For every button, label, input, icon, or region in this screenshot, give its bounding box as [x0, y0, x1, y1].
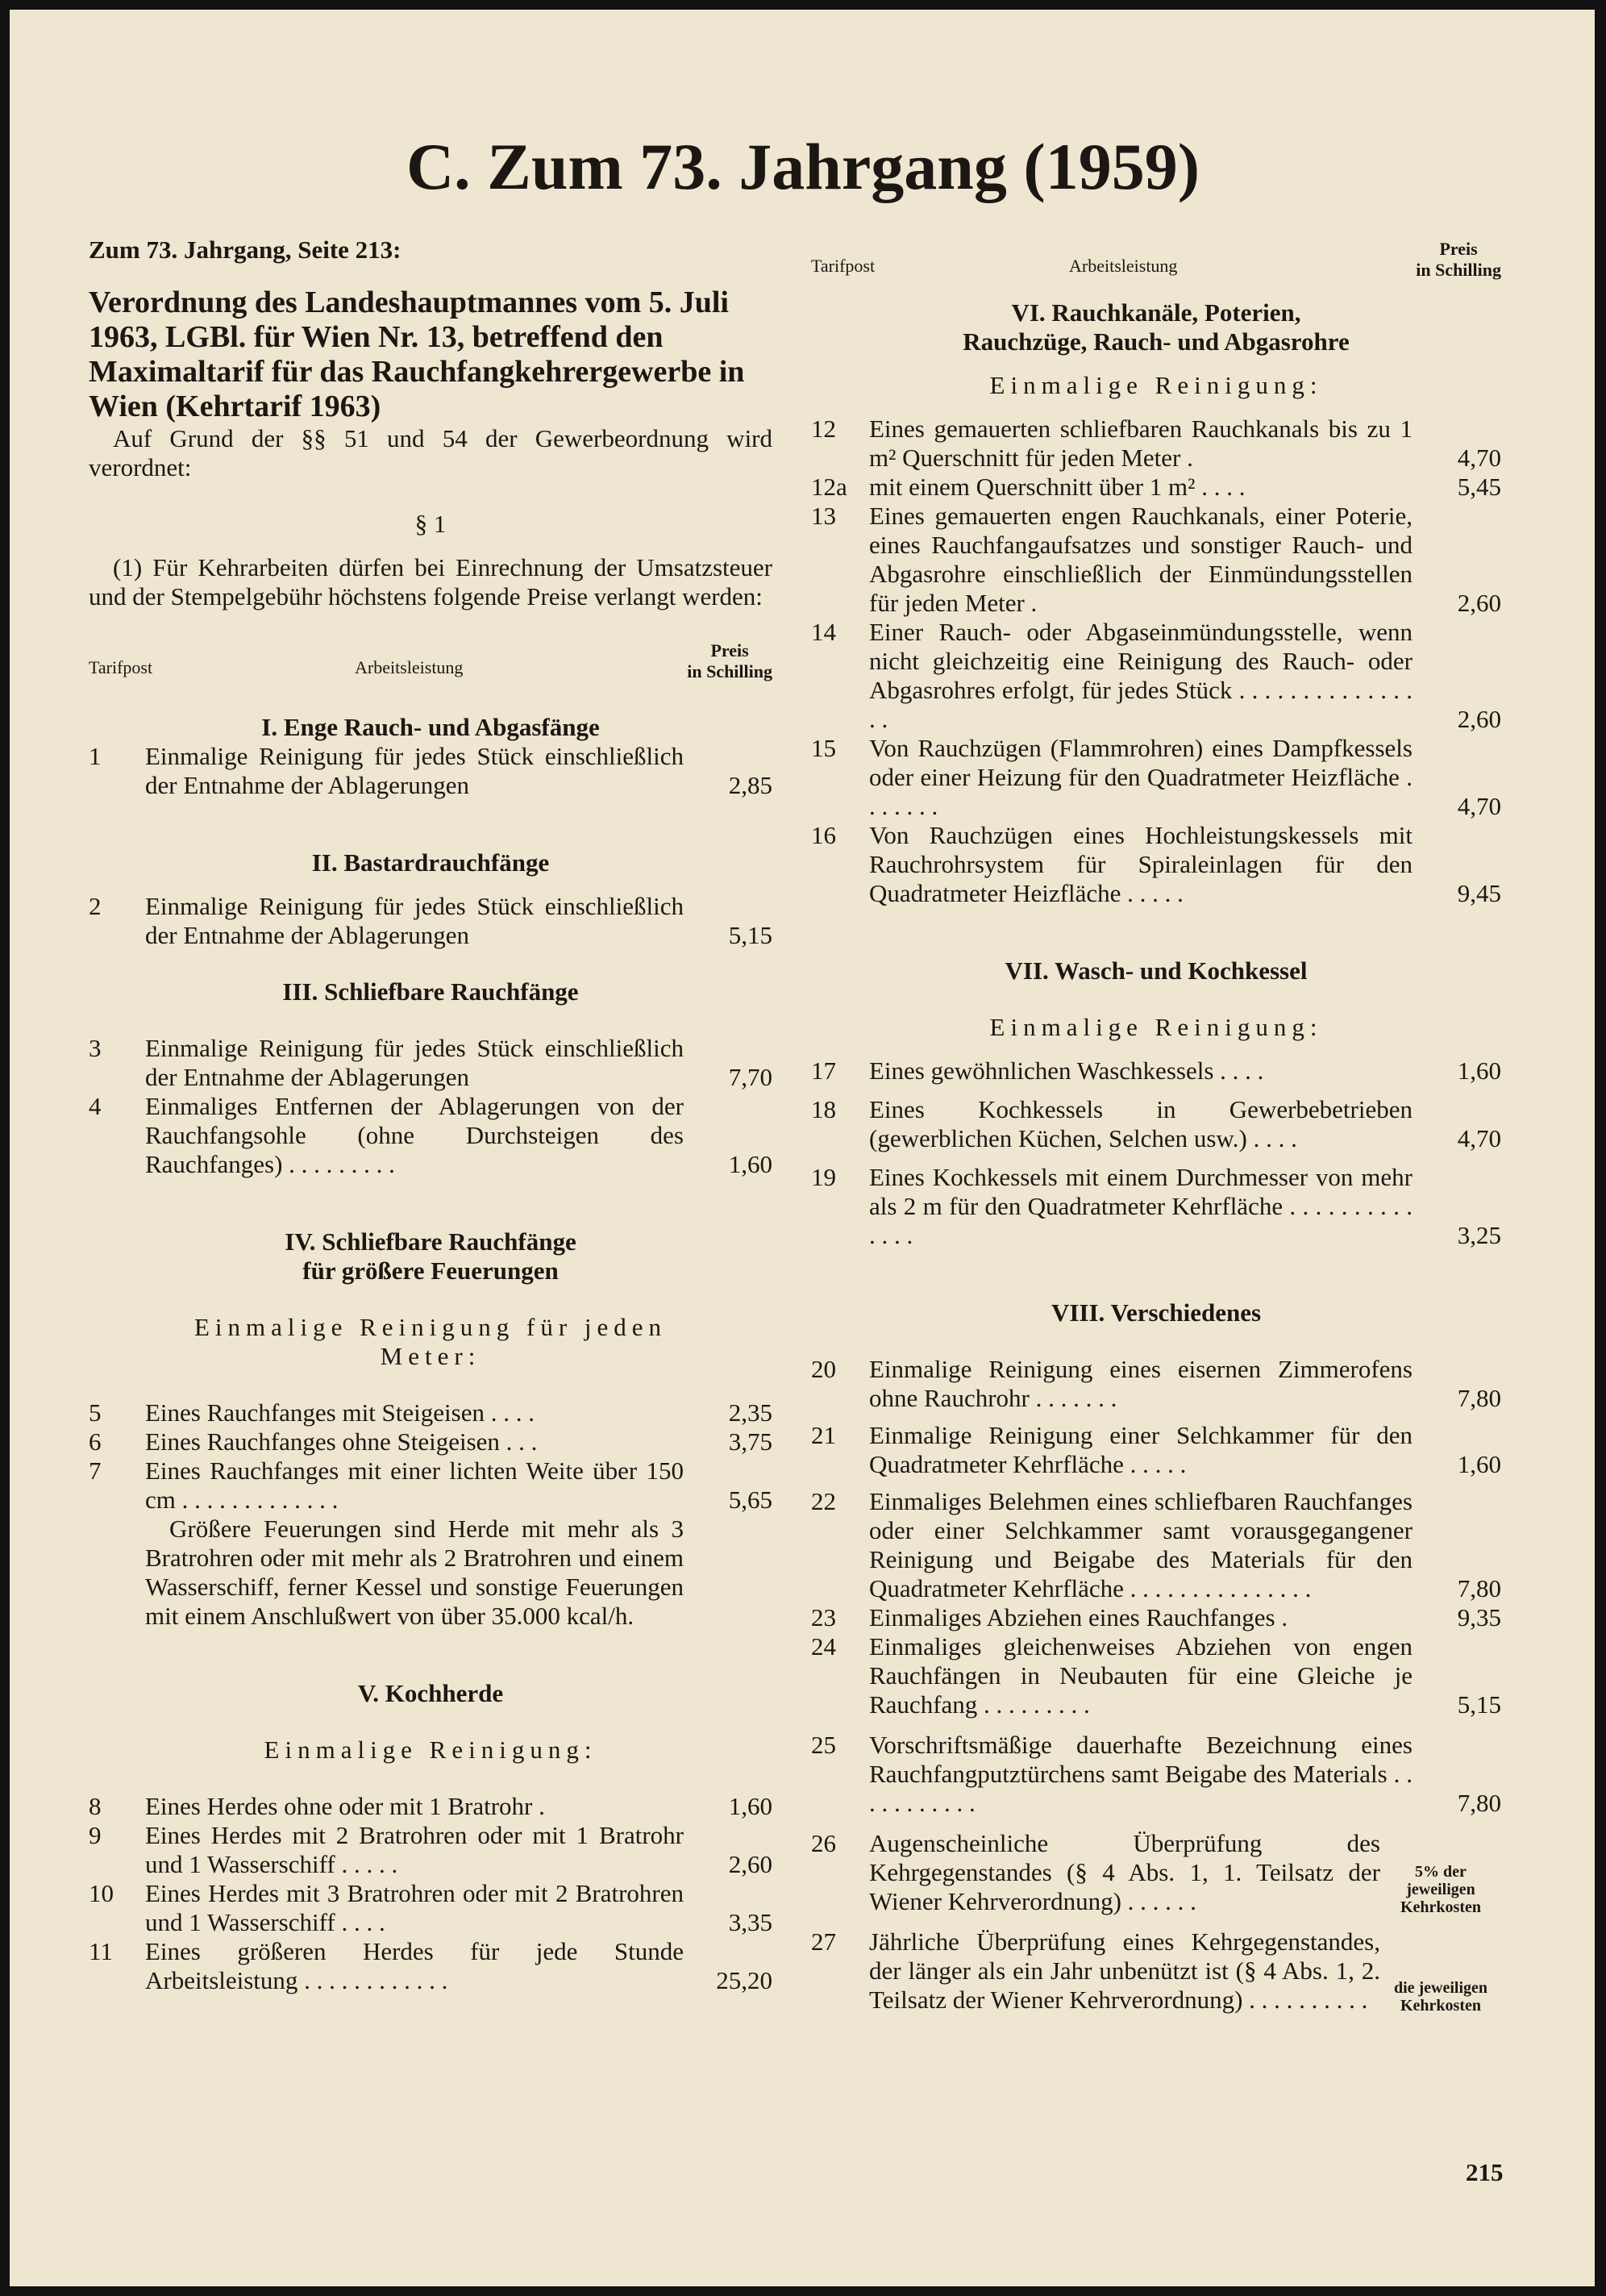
table-header [811, 235, 1501, 284]
tariff-row [89, 1092, 772, 1179]
tariff-text: Einmaliges Abziehen eines Rauchfanges . [869, 1603, 1288, 1631]
tariff-text: Einmalige Reinigung für jedes Stück einschließlich der Entnahme der Ablagerungen [145, 1034, 684, 1091]
tariff-price: 4,70 [1457, 792, 1501, 820]
tariff-row [89, 742, 772, 800]
tariff-price: 25,20 [716, 1966, 772, 1994]
tariff-price: 3,35 [728, 1908, 772, 1936]
tariff-number: 25 [811, 1731, 836, 1759]
reference-line: Zum 73. Jahrgang, Seite 213: [89, 235, 402, 264]
tariff-row [811, 1355, 1501, 1413]
section-heading: V. Kochherde [357, 1679, 504, 1707]
tariff-text: Eines größeren Herdes für jede Stunde Arbeitsleistung . . . . . . . . . . . . [145, 1937, 684, 1994]
tariff-row [89, 1937, 772, 1995]
tariff-text: Einmalige Reinigung für jedes Stück einschließlich der Entnahme der Ablagerungen [145, 742, 684, 799]
tariff-price: 3,75 [728, 1427, 772, 1456]
section-caption: Einmalige Reinigung: [989, 1013, 1323, 1041]
tariff-price: 7,80 [1457, 1574, 1501, 1602]
tariff-row [811, 1163, 1501, 1250]
tariff-price: 5,15 [1457, 1690, 1501, 1719]
tariff-number: 15 [811, 734, 836, 762]
tariff-text: Einmalige Reinigung für jedes Stück einschließlich der Entnahme der Ablagerungen [145, 892, 684, 949]
tariff-row [811, 1421, 1501, 1479]
section-heading: VII. Wasch- und Kochkessel [1005, 956, 1308, 985]
tariff-row [89, 1792, 772, 1821]
tariff-price: 5,45 [1457, 473, 1501, 501]
header-preis [687, 640, 772, 682]
section-heading: IV. Schliefbare Rauchfänge [285, 1227, 576, 1256]
tariff-row [811, 1056, 1501, 1085]
tariff-text: Einmaliges Belehmen eines schliefbaren Rauchfanges oder einer Selchkammer samt vorausgegangener Reinigung und Beigabe des Materials für den Quadratmeter Kehrfläche . . . . . . . . . . . . . . . [869, 1487, 1413, 1602]
tariff-number: 8 [89, 1792, 102, 1820]
tariff-price: 5,65 [728, 1486, 772, 1514]
tariff-row [811, 1603, 1501, 1632]
tariff-price: 2,35 [728, 1398, 772, 1427]
tariff-text: Einmalige Reinigung einer Selchkammer für den Quadratmeter Kehrfläche . . . . . [869, 1421, 1413, 1478]
tariff-text: Eines gemauerten engen Rauchkanals, einer Poterie, eines Rauchfangaufsatzes und sonstiger Rauch- und Abgasrohre einschließlich der Einmündungsstellen für jeden Meter . [869, 502, 1413, 617]
tariff-row [89, 1821, 772, 1879]
tariff-row [811, 1829, 1501, 1916]
tariff-number: 10 [89, 1879, 114, 1907]
section-caption: Einmalige Reinigung: [264, 1736, 597, 1764]
header-schilling-label: in Schilling [1416, 260, 1501, 280]
tariff-price: 2,85 [728, 771, 772, 799]
tariff-text: Eines Kochkessels mit einem Durchmesser von mehr als 2 m für den Quadratmeter Kehrfläche . . . . . . . . . . . . . . [869, 1163, 1413, 1249]
tariff-number: 13 [811, 502, 836, 530]
tariff-row [89, 892, 772, 950]
section-subheading: Rauchzüge, Rauch- und Abgasrohre [963, 327, 1350, 356]
section-heading: VIII. Verschiedenes [1051, 1298, 1262, 1327]
tariff-text: mit einem Querschnitt über 1 m² . . . . [869, 473, 1246, 501]
left-column [89, 235, 772, 1995]
tariff-number: 3 [89, 1034, 102, 1062]
tariff-row [811, 415, 1501, 473]
tariff-number: 9 [89, 1821, 102, 1849]
tariff-number: 24 [811, 1632, 836, 1661]
tariff-number: 17 [811, 1056, 836, 1085]
section-caption: Einmalige Reinigung für jeden Meter: [193, 1313, 668, 1370]
ordinance-title: Verordnung des Landeshauptmannes vom 5. Juli 1963, LGBl. für Wien Nr. 13, betreffend den Maximaltarif für das Rauchfangkehrergewerbe in Wien (Kehrtarif 1963) [89, 285, 745, 423]
tariff-price: 2,60 [1457, 705, 1501, 733]
tariff-text: Eines Rauchfanges ohne Steigeisen . . . [145, 1427, 538, 1456]
tariff-number: 22 [811, 1487, 836, 1515]
tariff-row [811, 473, 1501, 502]
tariff-number: 26 [811, 1829, 836, 1857]
tariff-row [89, 1427, 772, 1456]
tariff-text: Von Rauchzügen eines Hochleistungskessels mit Rauchrohrsystem für Spiraleinlagen für den Quadratmeter Heizfläche . . . . . [869, 821, 1413, 907]
tariff-row [811, 1487, 1501, 1603]
tariff-price: 3,25 [1457, 1221, 1501, 1249]
tariff-number: 7 [89, 1456, 102, 1485]
tariff-text: Von Rauchzügen (Flammrohren) eines Dampfkessels oder einer Heizung für den Quadratmeter Heizfläche . . . . . . . [869, 734, 1413, 820]
tariff-text: Einer Rauch- oder Abgaseinmündungsstelle, wenn nicht gleichzeitig eine Reinigung des Rauch- oder Abgasrohres erfolgt, für jedes Stück . . . . . . . . . . . . . . . . [869, 618, 1413, 733]
tariff-text: Augenscheinliche Überprüfung des Kehrgegenstandes (§ 4 Abs. 1, 1. Teilsatz der Wiener Kehrverordnung) . . . . . . [869, 1829, 1380, 1915]
paragraph-mark: § 1 [414, 510, 447, 538]
tariff-text: Vorschriftsmäßige dauerhafte Bezeichnung eines Rauchfangputztürchens samt Beigabe des Materials . . . . . . . . . . . [869, 1731, 1413, 1817]
tariff-price: 9,35 [1457, 1603, 1501, 1631]
tariff-number: 20 [811, 1355, 836, 1383]
tariff-price: 5,15 [728, 921, 772, 949]
section-heading: I. Enge Rauch- und Abgasfänge [261, 713, 600, 741]
tariff-price: 7,80 [1457, 1384, 1501, 1412]
tariff-price: 9,45 [1457, 879, 1501, 907]
tariff-text: Eines Herdes ohne oder mit 1 Bratrohr . [145, 1792, 545, 1820]
tariff-number: 23 [811, 1603, 836, 1631]
tariff-row [89, 1034, 772, 1092]
tariff-row [89, 1456, 772, 1515]
tariff-price: 1,60 [728, 1792, 772, 1820]
tariff-row [811, 821, 1501, 908]
header-preis [1416, 239, 1501, 281]
tariff-note: Größere Feuerungen sind Herde mit mehr als 3 Bratrohren oder mit mehr als 2 Bratrohren und einem Wasserschiff, ferner Kessel und sonstige Feuerungen mit einem Anschlußwert von über 35.000 kcal/h. [145, 1515, 684, 1630]
tariff-row [811, 1095, 1501, 1153]
tariff-number: 1 [89, 742, 102, 770]
section-subheading: für größere Feuerungen [302, 1256, 559, 1285]
section-heading: VI. Rauchkanäle, Poterien, [1011, 298, 1301, 327]
tariff-number: 5 [89, 1398, 102, 1427]
header-tarifpost: Tarifpost [811, 256, 876, 276]
tariff-number: 19 [811, 1163, 836, 1191]
tariff-note-row [89, 1515, 772, 1631]
section-heading: III. Schliefbare Rauchfänge [282, 977, 579, 1006]
section-caption: Einmalige Reinigung: [989, 371, 1323, 399]
tariff-text: Eines gemauerten schliefbaren Rauchkanals bis zu 1 m² Querschnitt für jeden Meter . [869, 415, 1413, 472]
tariff-row [811, 734, 1501, 821]
tariff-price: die jeweiligen Kehrkosten [1393, 1979, 1488, 2015]
tariff-price: 7,80 [1457, 1789, 1501, 1817]
tariff-text: Einmaliges Entfernen der Ablagerungen von der Rauchfangsohle (ohne Durchsteigen des Rauchfanges) . . . . . . . . . [145, 1092, 684, 1178]
tariff-row [811, 618, 1501, 734]
tariff-text: Eines Rauchfanges mit Steigeisen . . . . [145, 1398, 535, 1427]
tariff-text: Eines Rauchfanges mit einer lichten Weite über 150 cm . . . . . . . . . . . . . [145, 1456, 684, 1514]
page-title: C. Zum 73. Jahrgang (1959) [406, 130, 1200, 203]
tariff-price: 5% der jeweiligen Kehrkosten [1400, 1863, 1481, 1916]
tariff-text: Eines Herdes mit 2 Bratrohren oder mit 1 Bratrohr und 1 Wasserschiff . . . . . [145, 1821, 684, 1878]
tariff-text: Jährliche Überprüfung eines Kehrgegenstandes, der länger als ein Jahr unbenützt ist (§ 4 Abs. 1, 2. Teilsatz der Wiener Kehrverordnung) . . . . . . . . . . [869, 1927, 1380, 2014]
header-arbeitsleistung: Arbeitsleistung [355, 657, 464, 677]
tariff-text: Eines Kochkessels in Gewerbebetrieben (gewerblichen Küchen, Selchen usw.) . . . . [869, 1095, 1413, 1152]
tariff-row [89, 1879, 772, 1937]
tariff-number: 12 [811, 415, 836, 443]
tariff-number: 21 [811, 1421, 836, 1449]
tariff-number: 14 [811, 618, 836, 646]
header-preis-label: Preis [1439, 239, 1478, 259]
tariff-number: 12a [811, 473, 847, 501]
tariff-number: 27 [811, 1927, 836, 1956]
right-column [811, 235, 1501, 2015]
tariff-text: Einmalige Reinigung eines eisernen Zimmerofens ohne Rauchrohr . . . . . . . [869, 1355, 1413, 1412]
tariff-price: 2,60 [728, 1850, 772, 1878]
tariff-number: 4 [89, 1092, 102, 1120]
tariff-price: 1,60 [1457, 1056, 1501, 1085]
tariff-row [89, 1398, 772, 1427]
tariff-price: 7,70 [728, 1063, 772, 1091]
tariff-row [811, 1731, 1501, 1818]
clause-text: (1) Für Kehrarbeiten dürfen bei Einrechnung der Umsatzsteuer und der Stempelgebühr höchstens folgende Preise verlangt werden: [89, 553, 772, 610]
page-number: 215 [1466, 2158, 1504, 2186]
header-arbeitsleistung: Arbeitsleistung [1069, 256, 1178, 276]
tariff-text: Eines Herdes mit 3 Bratrohren oder mit 2 Bratrohren und 1 Wasserschiff . . . . [145, 1879, 684, 1936]
tariff-text: Einmaliges gleichenweises Abziehen von engen Rauchfängen in Neubauten für eine Gleiche je Rauchfang . . . . . . . . . [869, 1632, 1413, 1719]
tariff-number: 6 [89, 1427, 102, 1456]
tariff-number: 18 [811, 1095, 836, 1123]
tariff-row [811, 1927, 1501, 2015]
header-preis-label: Preis [710, 640, 749, 660]
section-heading: II. Bastardrauchfänge [311, 848, 550, 877]
tariff-number: 2 [89, 892, 102, 920]
tariff-number: 11 [89, 1937, 113, 1965]
tariff-number: 16 [811, 821, 836, 849]
tariff-price: 4,70 [1457, 1124, 1501, 1152]
header-tarifpost: Tarifpost [89, 657, 153, 677]
tariff-row [811, 502, 1501, 618]
tariff-text: Eines gewöhnlichen Waschkessels . . . . [869, 1056, 1264, 1085]
tariff-price: 1,60 [728, 1150, 772, 1178]
tariff-price: 2,60 [1457, 589, 1501, 617]
table-header [89, 640, 772, 685]
header-schilling-label: in Schilling [687, 661, 772, 681]
tariff-price: 1,60 [1457, 1450, 1501, 1478]
tariff-row [811, 1632, 1501, 1719]
intro-text: Auf Grund der §§ 51 und 54 der Gewerbeordnung wird verordnet: [89, 424, 772, 481]
tariff-price: 4,70 [1457, 444, 1501, 472]
